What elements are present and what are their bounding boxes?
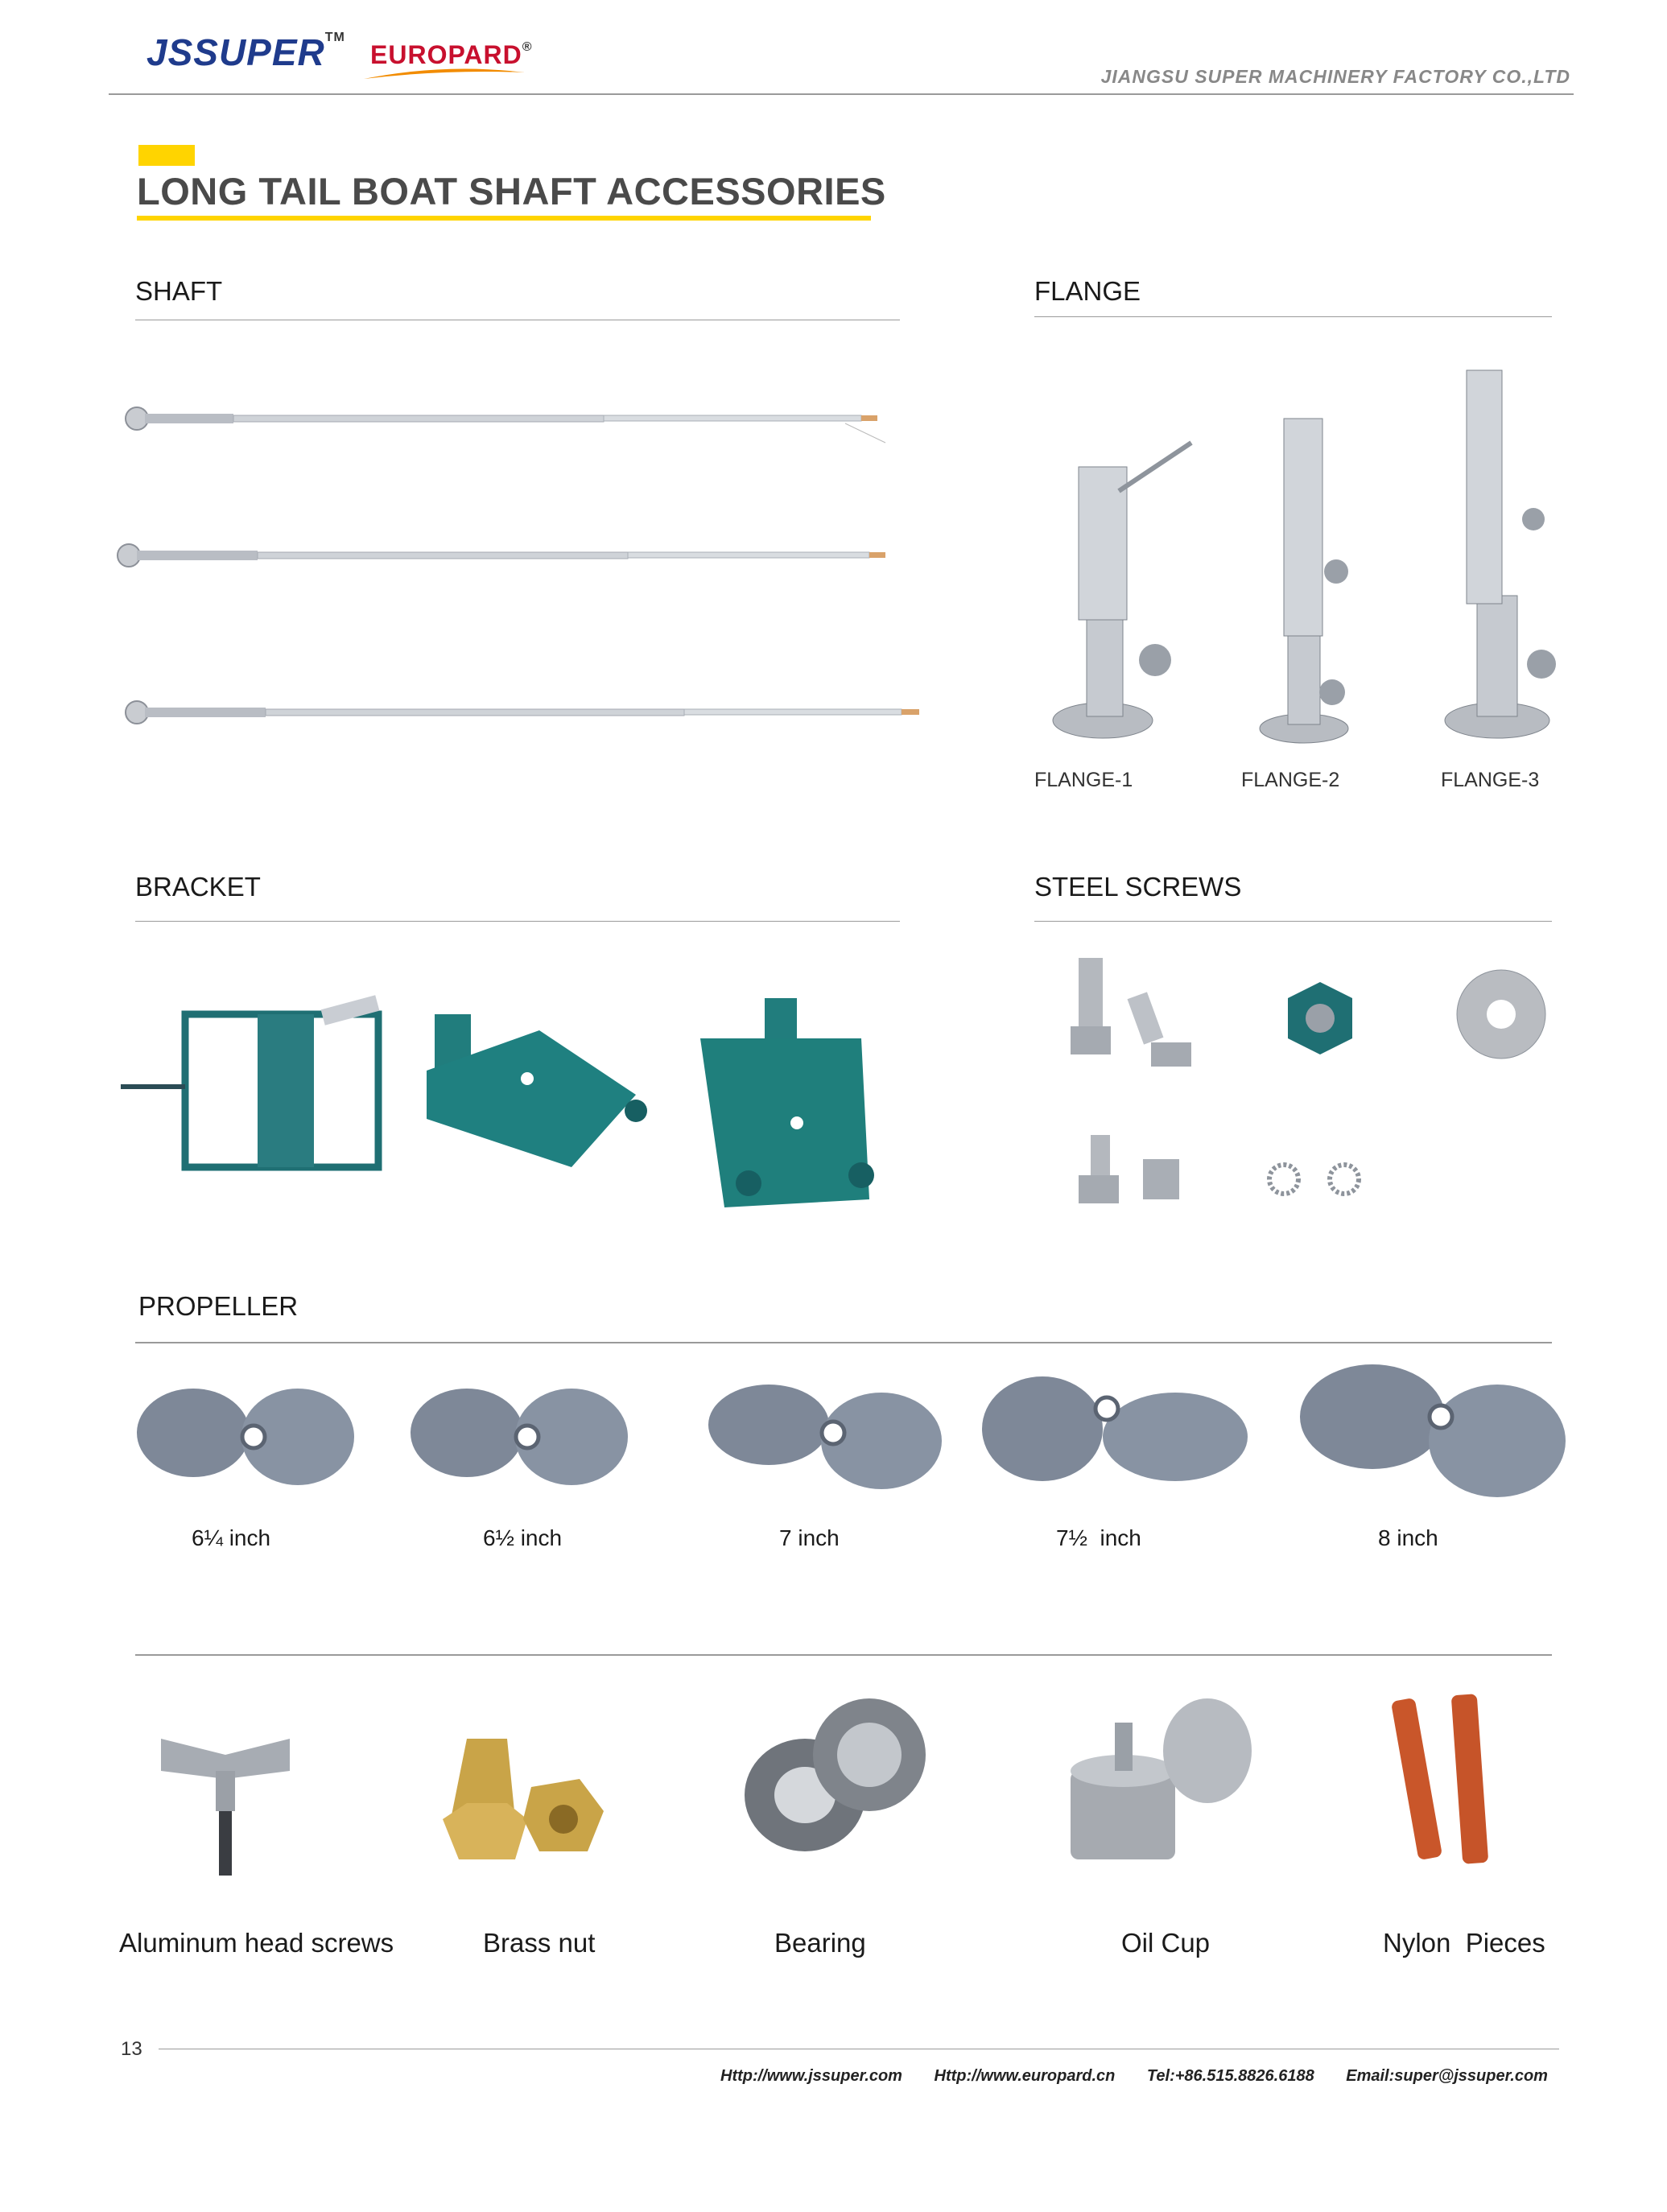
propeller-7-image	[708, 1385, 942, 1489]
steel-screws-images	[1054, 950, 1570, 1240]
flange-divider	[1034, 316, 1552, 317]
part-caption-4: Oil Cup	[1121, 1928, 1211, 1958]
flange-caption-3: FLANGE-3	[1441, 769, 1540, 791]
flange-images	[1006, 354, 1586, 749]
bracket-2-image	[427, 1014, 647, 1167]
page-title: LONG TAIL BOAT SHAFT ACCESSORIES	[137, 170, 886, 213]
flange-2-image	[1260, 419, 1348, 743]
propeller-size-3: 7 inch	[779, 1525, 840, 1550]
hex-nut-image	[1288, 982, 1352, 1054]
propeller-7-5-image	[982, 1376, 1248, 1481]
washer-image	[1457, 970, 1545, 1059]
aluminum-head-screw-image	[161, 1739, 290, 1876]
bolt-image	[1071, 958, 1191, 1067]
propeller-divider	[135, 1342, 1552, 1343]
jssuper-logo-text: JSSUPER	[146, 31, 325, 73]
small-bolt-image	[1079, 1135, 1179, 1203]
title-underline	[137, 216, 871, 221]
propeller-8-image	[1300, 1364, 1566, 1497]
parts-images	[145, 1690, 1562, 1892]
parts-divider	[135, 1654, 1552, 1656]
page-number: 13	[121, 2038, 142, 2060]
part-caption-3: Bearing	[774, 1928, 866, 1958]
flange-3-image	[1445, 370, 1556, 738]
section-title-steel-screws: STEEL SCREWS	[1034, 872, 1242, 902]
bracket-images	[121, 982, 885, 1224]
propeller-6-25-image	[137, 1389, 354, 1485]
flange-caption-2: FLANGE-2	[1241, 769, 1340, 791]
section-title-flange: FLANGE	[1034, 276, 1141, 306]
europard-swoosh-icon	[364, 68, 525, 80]
part-caption-5: Nylon Pieces	[1383, 1928, 1545, 1958]
europard-logo-text: EUROPARD	[370, 40, 522, 69]
section-title-propeller: PROPELLER	[138, 1291, 299, 1321]
registered-mark: ®	[522, 40, 533, 54]
shaft-images	[113, 386, 966, 765]
footer-contact	[720, 2067, 1548, 2086]
propeller-size-4: 7½ inch	[1056, 1525, 1141, 1550]
europard-logo	[370, 40, 533, 70]
flange-caption-1: FLANGE-1	[1034, 769, 1133, 791]
bracket-1-image	[121, 995, 379, 1167]
trademark-mark: TM	[324, 31, 345, 44]
jssuper-logo	[146, 31, 345, 74]
propeller-6-5-image	[411, 1389, 628, 1485]
part-caption-2: Brass nut	[483, 1928, 596, 1958]
company-name: JIANGSU SUPER MACHINERY FACTORY CO.,LTD	[1100, 66, 1570, 87]
shaft-image-1	[126, 407, 885, 443]
shaft-image-3	[126, 701, 919, 724]
propeller-size-5: 8 inch	[1378, 1525, 1438, 1550]
steel-screws-divider	[1034, 921, 1552, 922]
footer-email[interactable]: Email:super@jssuper.com	[1346, 2067, 1548, 2085]
title-accent-tab	[138, 145, 195, 166]
bracket-3-image	[700, 998, 874, 1207]
bracket-divider	[135, 921, 900, 922]
brass-nut-image	[443, 1739, 604, 1859]
section-title-shaft: SHAFT	[135, 276, 223, 306]
propeller-size-1: 6¼ inch	[192, 1525, 271, 1550]
part-caption-1: Aluminum head screws	[119, 1928, 394, 1958]
flange-1-image	[1053, 443, 1191, 738]
footer-url-europard[interactable]: Http://www.europard.cn	[934, 2067, 1116, 2085]
section-title-bracket: BRACKET	[135, 872, 261, 902]
header-divider	[109, 93, 1574, 95]
shaft-image-2	[118, 544, 885, 567]
bearing-image	[745, 1698, 926, 1851]
propeller-images	[129, 1360, 1570, 1521]
footer-url-jssuper[interactable]: Http://www.jssuper.com	[720, 2067, 902, 2085]
oil-cup-image	[1071, 1698, 1252, 1859]
lock-washer-image	[1269, 1165, 1359, 1194]
propeller-size-2: 6½ inch	[483, 1525, 563, 1550]
footer-tel: Tel:+86.515.8826.6188	[1146, 2067, 1314, 2085]
nylon-pieces-image	[1391, 1694, 1488, 1864]
